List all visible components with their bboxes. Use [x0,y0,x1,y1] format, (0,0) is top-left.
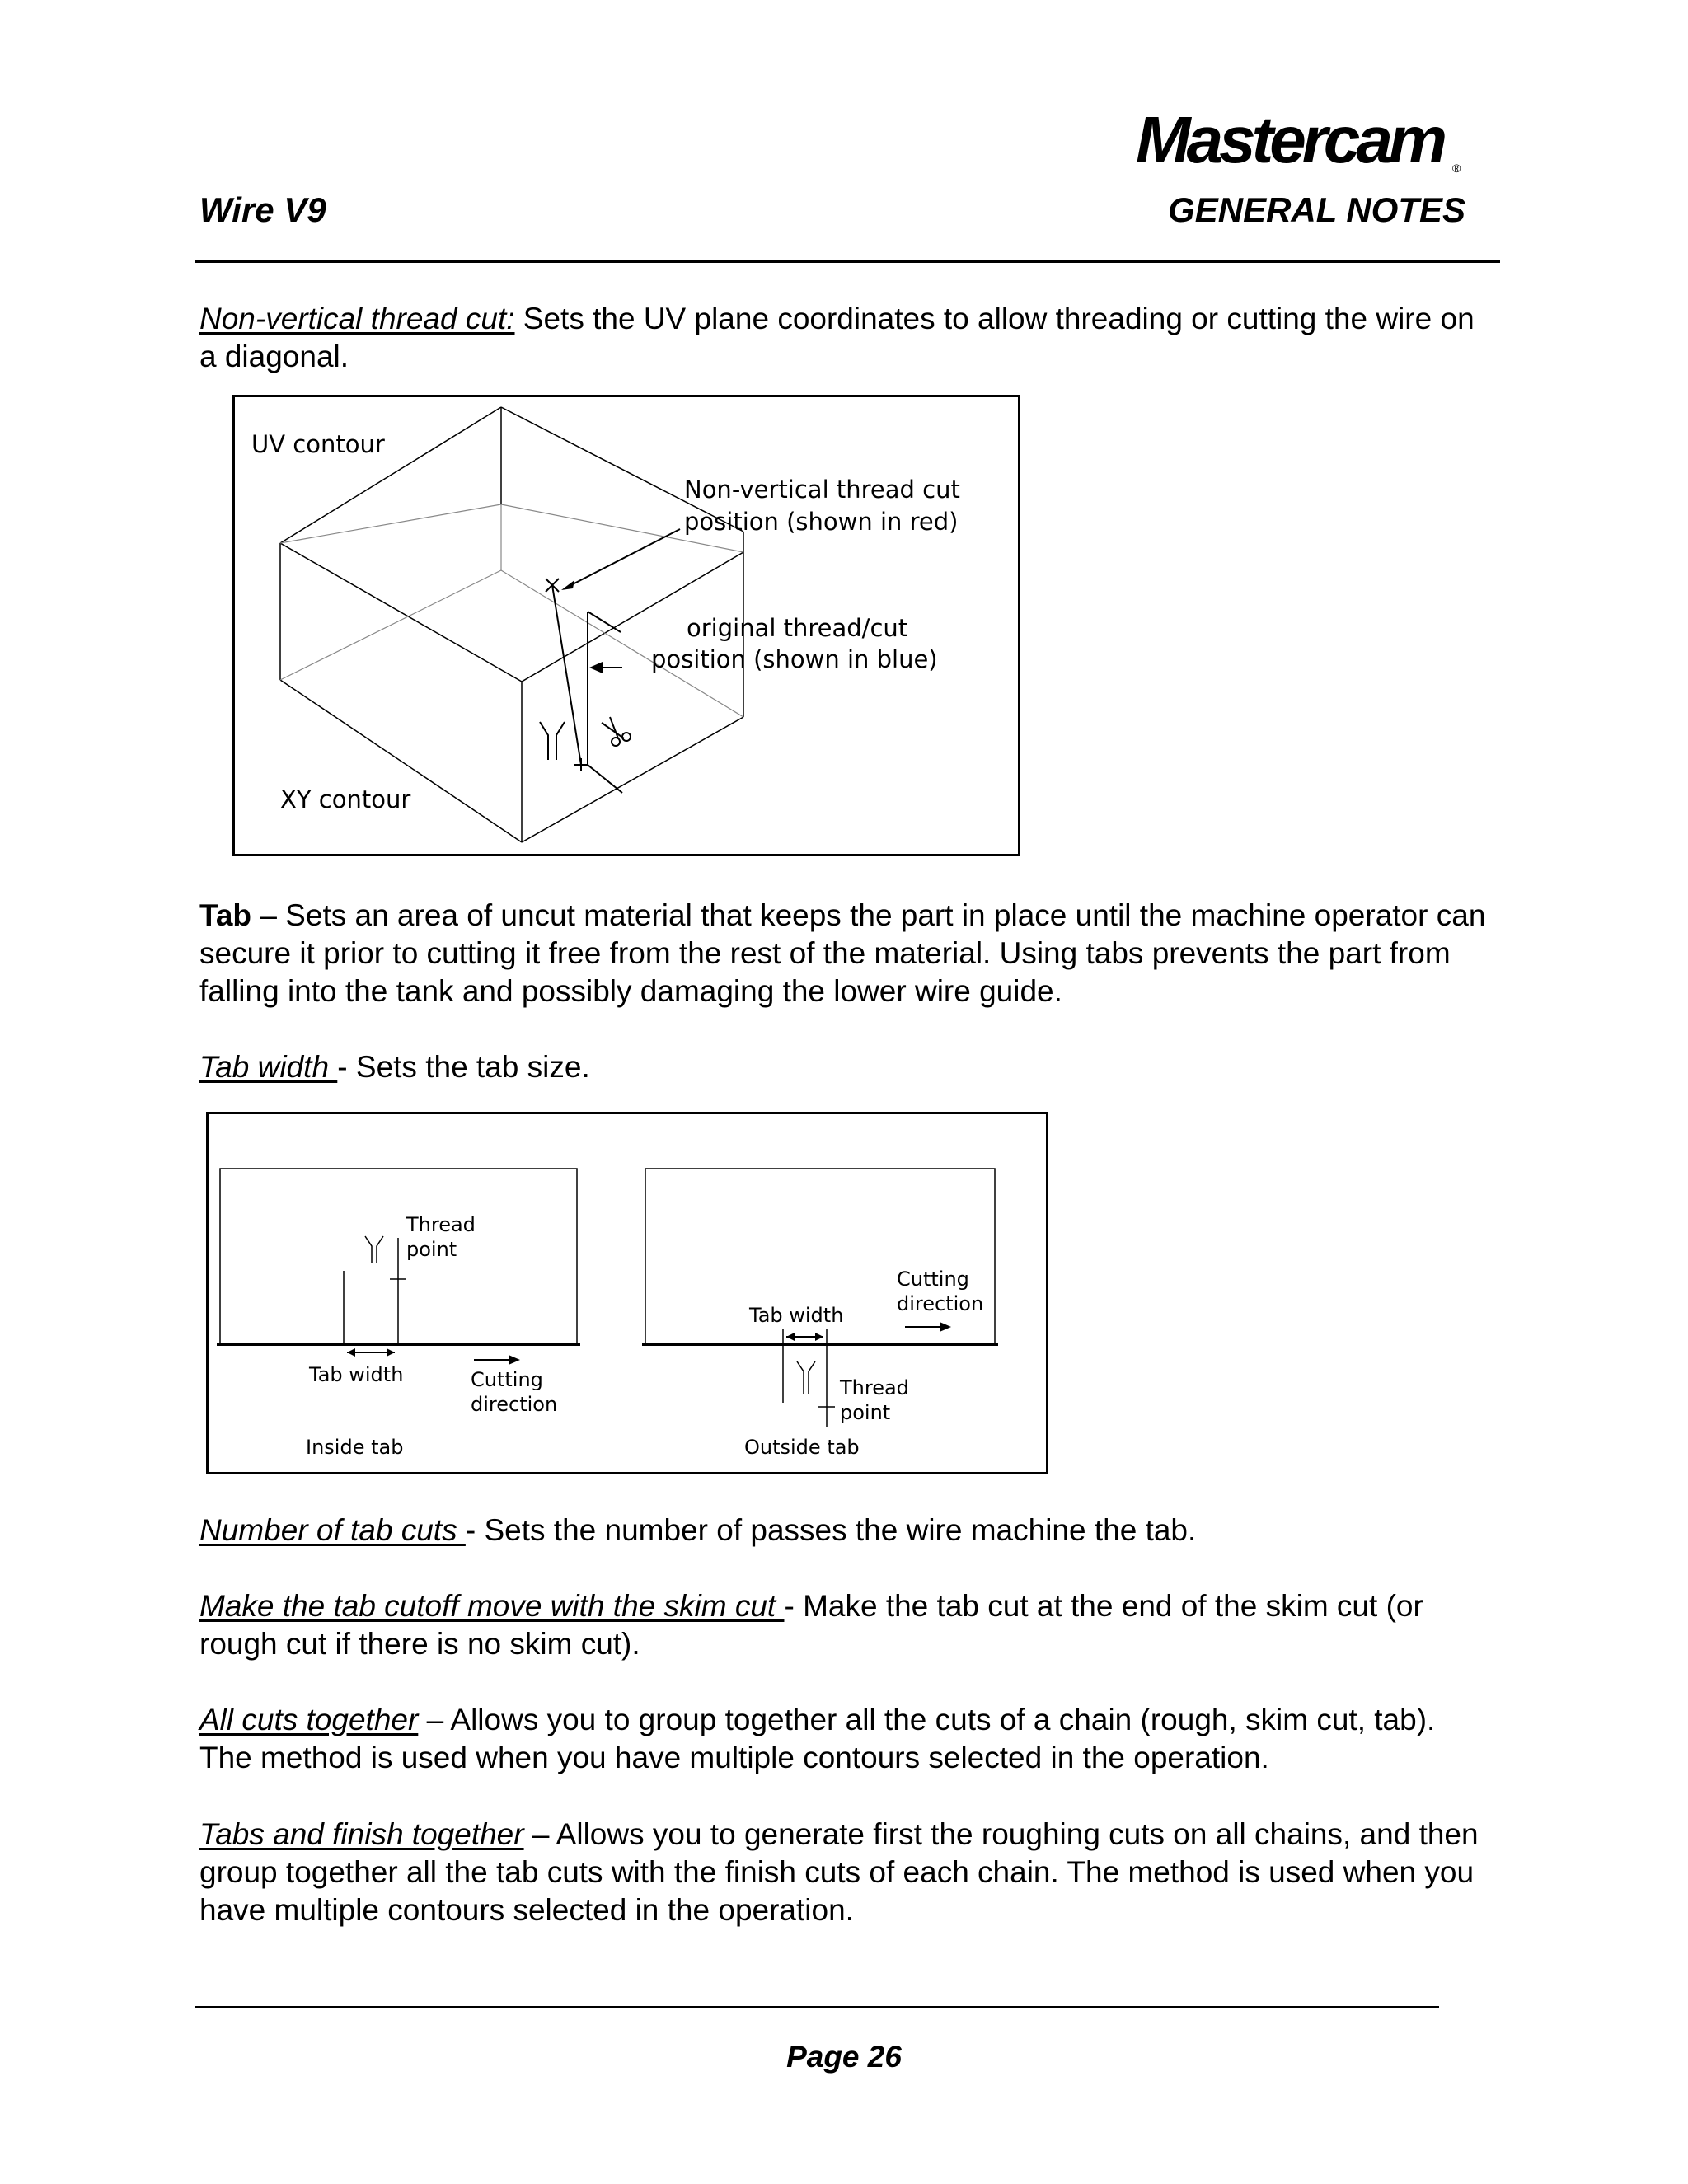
term-tabs-and-finish-together: Tabs and finish together [199,1817,524,1851]
xy-contour-label: XY contour [280,785,411,813]
hidden-edge [280,570,501,680]
original-label-line1: original thread/cut [687,614,908,642]
outside-tab-width-label: Tab width [749,1304,844,1327]
hidden-edge [501,570,743,717]
inside-tab-width-label: Tab width [309,1363,404,1386]
arrowhead [786,1333,795,1341]
original-cut-line [588,612,622,793]
paragraph-number-of-tab-cuts [199,1511,1493,1549]
leader-nonvertical [565,529,680,588]
desc-tab-width: - Sets the tab size. [337,1050,590,1084]
scissors-icon [612,738,620,746]
tab-width-figure [206,1112,1048,1474]
inside-wire-guide-icon [365,1236,383,1263]
wire-guide-icon [540,722,565,760]
paragraph-nonvertical-thread-cut [199,300,1493,376]
arrowhead [347,1348,355,1357]
arrowhead [940,1322,951,1332]
paragraph-tab [199,897,1493,1010]
uv-edge [280,407,501,543]
mastercam-logo: Mastercam [1136,103,1444,176]
inside-point-label: point [406,1238,457,1261]
desc-tab-cutoff: - Make the tab cut at the end of the skim cut (or rough cut if there is no skim cut). [199,1589,1423,1661]
nonvertical-label-line2: position (shown in red) [684,508,959,536]
term-tab-cutoff: Make the tab cutoff move with the skim cut [199,1589,785,1623]
inside-direction-label: direction [471,1393,558,1416]
footer-rule [195,2006,1439,2008]
inside-tab-caption: Inside tab [306,1436,404,1459]
xy-edge [280,680,522,842]
section-title: GENERAL NOTES [1168,190,1465,229]
uv-contour-diagram [235,397,1018,854]
xy-edge [522,717,743,842]
outside-cutting-label: Cutting [897,1268,969,1291]
desc-number-of-tab-cuts: - Sets the number of passes the wire machine the tab. [465,1513,1197,1547]
inside-cutting-label: Cutting [471,1368,543,1391]
outside-point-label: point [840,1401,891,1424]
inside-thread-label: Thread [406,1213,476,1236]
scissors-icon [610,717,618,738]
uv-edge [280,543,522,682]
paragraph-tab-width [199,1048,1493,1086]
desc-all-cuts-together: – Allows you to group together all the cuts of a chain (rough, skim cut, tab). The method is used when you have multiple contours selected in the operation. [199,1703,1436,1774]
arrowhead [815,1333,823,1341]
tab-width-diagram [209,1114,1046,1472]
arrowhead-original [589,662,603,673]
uv-contour-label: UV contour [251,430,385,458]
paragraph-tabs-and-finish-together [199,1816,1493,1929]
original-label-line2: position (shown in blue) [651,645,938,673]
term-all-cuts-together: All cuts together [199,1703,419,1736]
nonvertical-label-line1: Non-vertical thread cut [684,476,960,504]
arrowhead [387,1348,395,1357]
arrowhead-nonvertical [561,580,574,590]
term-number-of-tab-cuts: Number of tab cuts [199,1513,466,1547]
header-rule [195,260,1500,263]
paragraph-tab-cutoff [199,1587,1493,1663]
term-tab: Tab [199,898,252,932]
scissors-icon [622,733,631,741]
document-title: Wire V9 [199,190,326,229]
desc-tab: – Sets an area of uncut material that keeps the part in place until the machine operator can secure it prior to cutting it free from the rest of the material. Using tabs prevents the part from falling into the tank and possibly damaging the lower wire guide. [199,898,1486,1008]
desc-tabs-and-finish-together: – Allows you to generate first the roughing cuts on all chains, and then group together all the tab cuts with the finish cuts of each chain. The method is used when you have multiple contours selected in the operation. [199,1817,1479,1927]
outside-thread-label: Thread [840,1376,909,1399]
hidden-edge [280,504,501,543]
outside-wire-guide-icon [797,1361,815,1394]
registered-mark: ® [1452,162,1461,175]
arrowhead [509,1355,520,1365]
original-cut-line [588,612,621,632]
uv-contour-figure [232,395,1020,856]
desc-nonvertical-thread-cut: Sets the UV plane coordinates to allow threading or cutting the wire on a diagonal. [199,302,1475,373]
outside-tab-caption: Outside tab [744,1436,860,1459]
page-number: Page 26 [786,2040,902,2074]
paragraph-all-cuts-together [199,1701,1493,1777]
term-nonvertical-thread-cut: Non-vertical thread cut: [199,302,515,335]
term-tab-width: Tab width [199,1050,338,1084]
outside-direction-label: direction [897,1292,984,1315]
